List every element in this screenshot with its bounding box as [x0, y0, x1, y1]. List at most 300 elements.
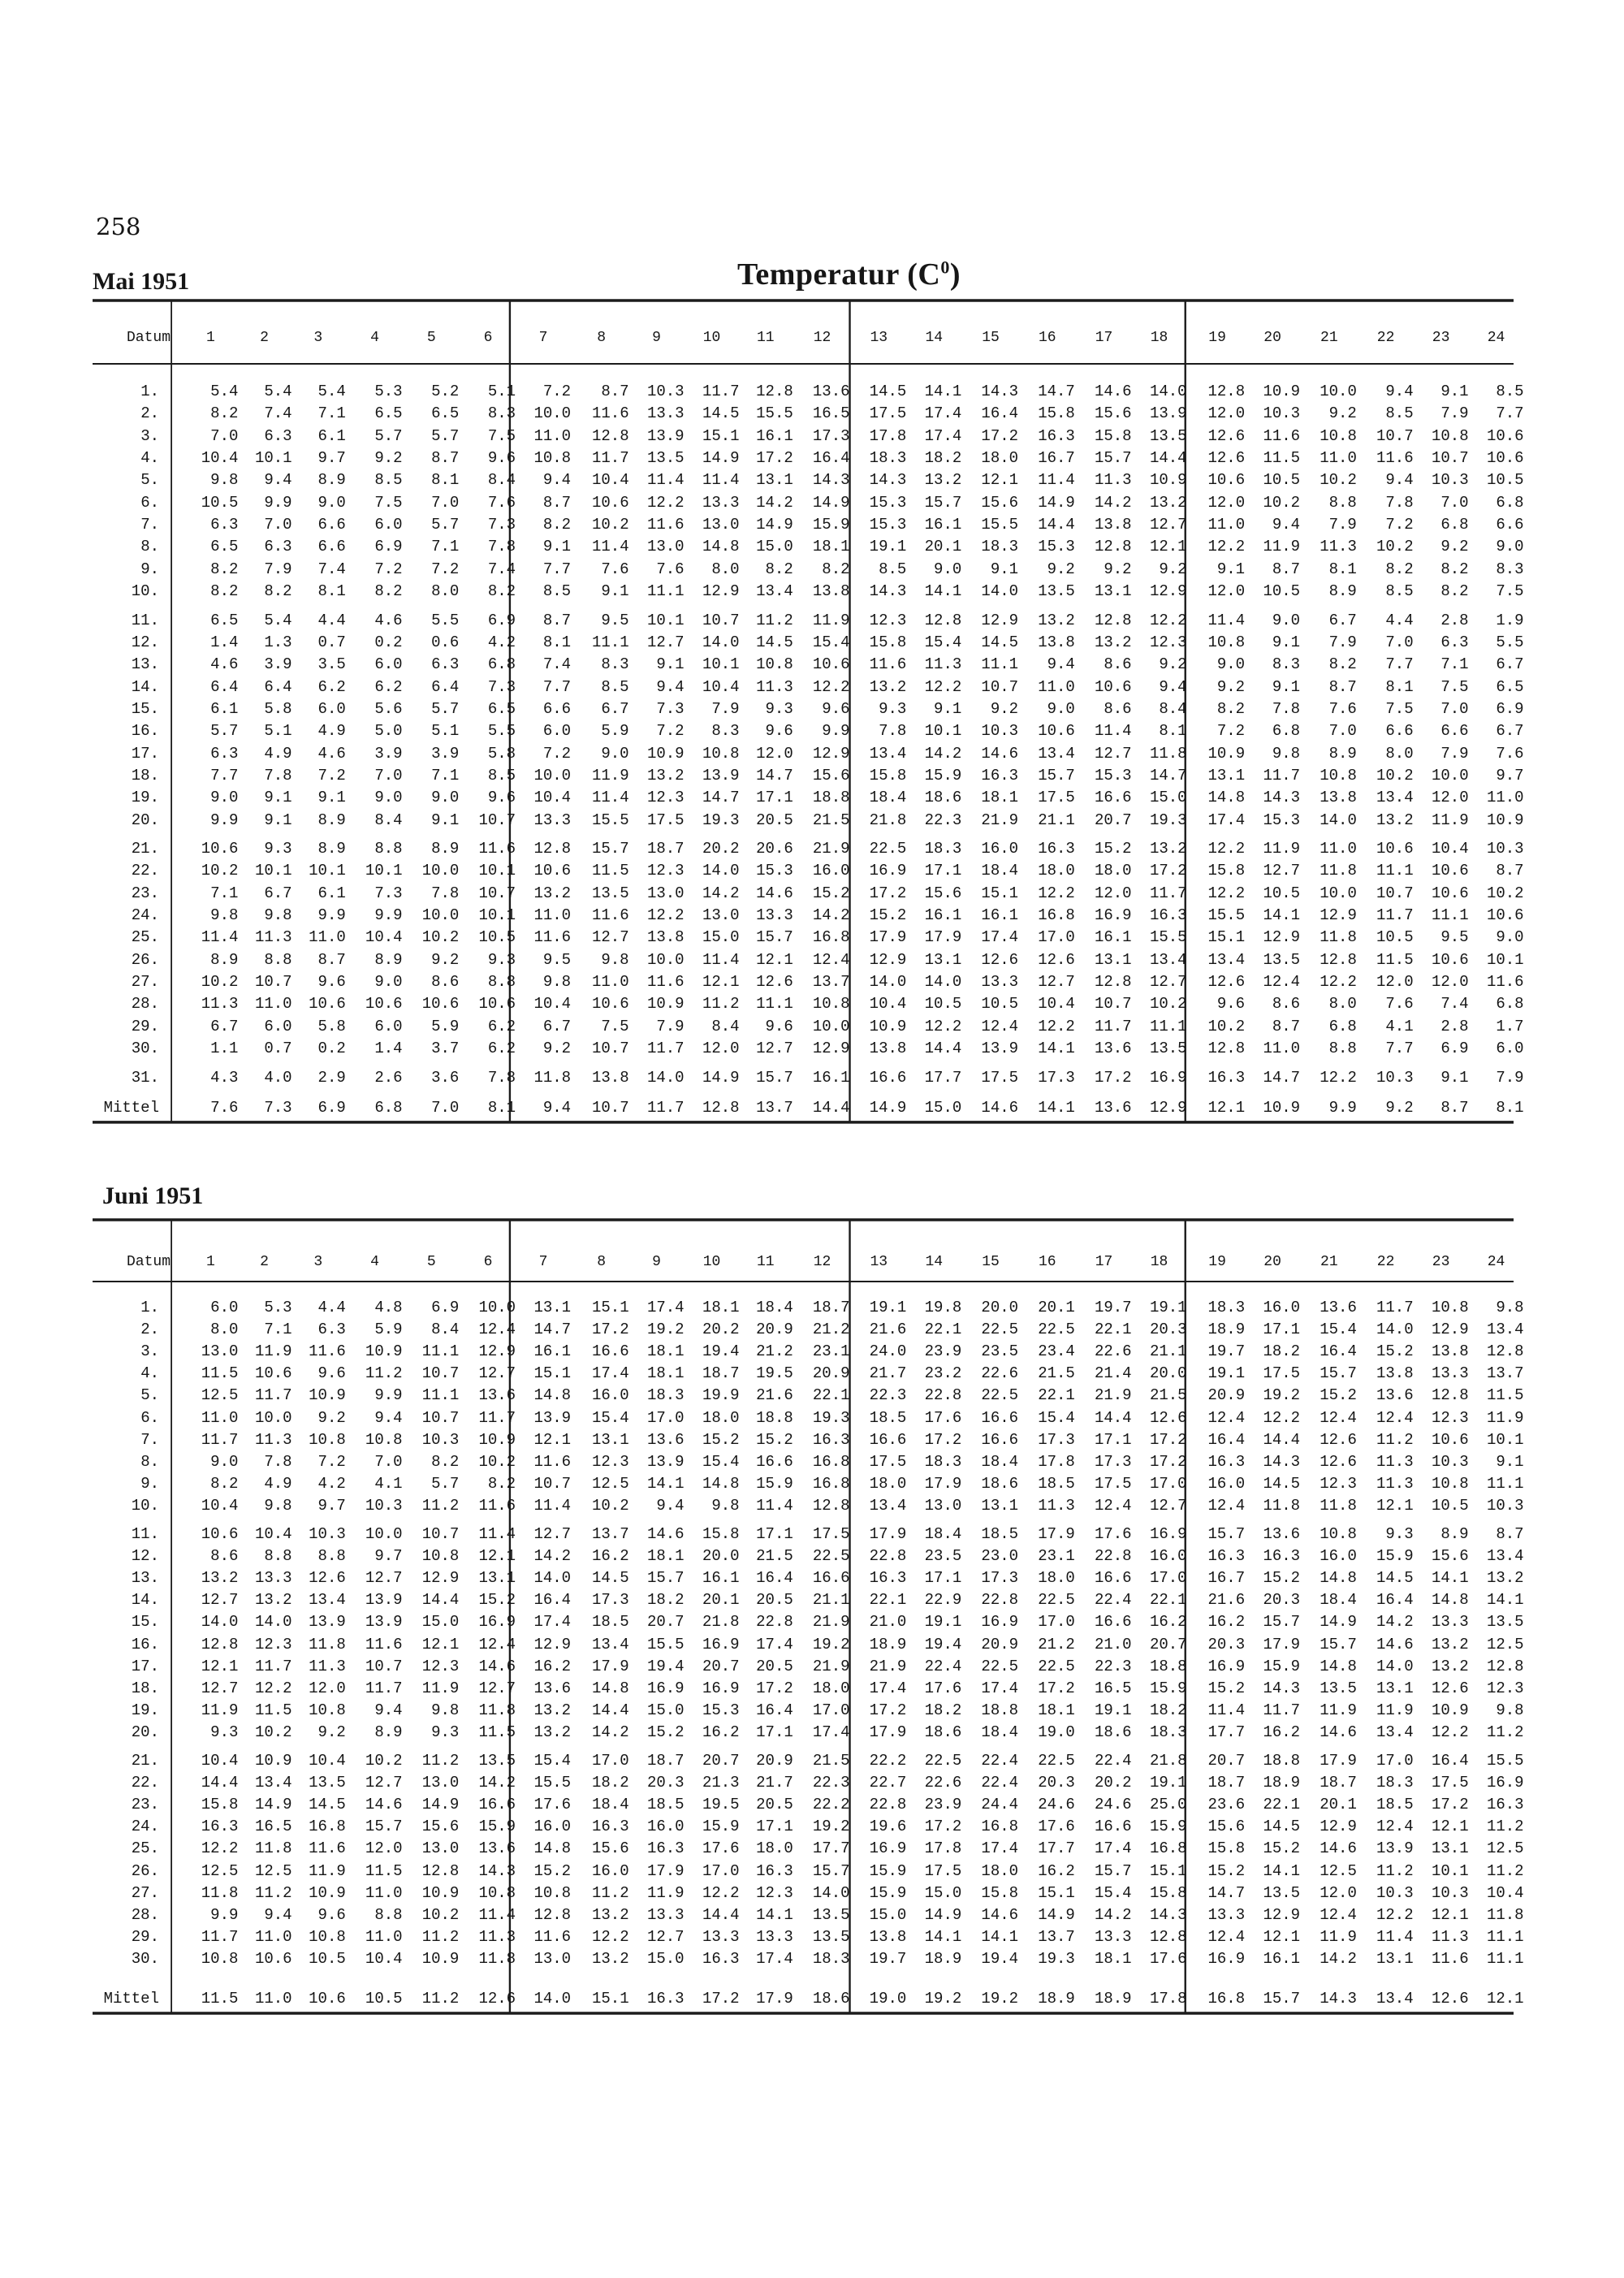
table-row-cell: 10.7 — [1431, 449, 1469, 468]
table-row-cell: 7.2 — [656, 722, 685, 741]
table-row-cell: 12.9 — [869, 950, 907, 969]
table-row-cell: 16.9 — [702, 1635, 740, 1653]
table-row-cell: 9.2 — [317, 1723, 346, 1741]
hour-header: 3 — [313, 1254, 323, 1270]
table-row-cell: 11.7 — [201, 1430, 239, 1449]
table-row-cell: 12.0 — [1207, 582, 1246, 601]
table-row-cell: 15.0 — [1149, 789, 1187, 807]
table-row-cell: 6.6 — [1440, 722, 1469, 741]
table-row-cell: 15.7 — [1320, 1364, 1357, 1383]
table-row-cell: 12.2 — [1320, 973, 1357, 992]
table-row-cell: 13.2 — [1149, 840, 1187, 858]
table-row-cell: 12.2 — [702, 1883, 740, 1902]
table-row-cell: 12.5 — [1486, 1839, 1524, 1858]
table-row-cell: 12.9 — [1320, 1818, 1357, 1836]
table-row-cell: 13.5 — [1320, 1679, 1357, 1697]
table-row-cell: 14.5 — [756, 633, 793, 651]
table-row-cell: 11.1 — [421, 1342, 460, 1361]
table-row-cell: 22.5 — [812, 1547, 850, 1566]
table-row-cell: 11.0 — [1207, 516, 1246, 534]
table-row-cell: 10.5 — [478, 928, 516, 947]
table-row-cell: 12.8 — [1486, 1342, 1524, 1361]
table-row-cell: 11.2 — [591, 1883, 629, 1902]
table-row-cell: 16.6 — [1094, 1613, 1132, 1632]
table-row-cell: 10.3 — [981, 722, 1019, 741]
table-row-cell: 12.8 — [421, 1861, 460, 1880]
table-row-cell: 13.0 — [702, 516, 740, 534]
hour-header: 2 — [260, 1254, 269, 1270]
mittel-row-cell: 17.8 — [1149, 1990, 1187, 2008]
table-row-label: 14. — [131, 1591, 159, 1610]
hour-header: 13 — [870, 1254, 888, 1270]
table-row-cell: 15.2 — [1207, 1861, 1246, 1880]
table-row-cell: 16.6 — [478, 1796, 516, 1814]
table-row-cell: 7.1 — [264, 1321, 292, 1339]
table-row-cell: 10.1 — [1486, 1430, 1524, 1449]
table-row-cell: 19.2 — [812, 1818, 850, 1836]
table-row-cell: 0.6 — [431, 633, 460, 651]
hour-header: 17 — [1095, 1254, 1113, 1270]
table-row-cell: 9.1 — [264, 789, 292, 807]
table-row-cell: 13.2 — [1094, 633, 1132, 651]
table-row-cell: 16.5 — [254, 1818, 292, 1836]
table-row-cell: 13.2 — [869, 677, 907, 696]
mai-month-title: Mai 1951 — [93, 268, 190, 295]
table-row-cell: 11.6 — [869, 655, 907, 674]
table-row-cell: 11.4 — [702, 950, 740, 969]
mittel-row-cell: 14.9 — [869, 1098, 907, 1117]
hour-header: 15 — [982, 1254, 1000, 1270]
table-row-cell: 10.0 — [1320, 383, 1357, 400]
table-row-cell: 14.8 — [702, 538, 740, 556]
table-row-cell: 16.1 — [924, 906, 962, 925]
table-row-cell: 16.3 — [702, 1949, 740, 1968]
table-row-cell: 10.2 — [1263, 493, 1301, 512]
table-row-cell: 12.8 — [591, 426, 629, 445]
table-row-cell: 17.6 — [1094, 1525, 1132, 1543]
table-row-cell: 14.0 — [254, 1613, 292, 1632]
table-row-cell: 10.4 — [254, 1525, 292, 1543]
table-row-cell: 17.3 — [981, 1569, 1019, 1588]
table-row-cell: 11.1 — [1149, 1017, 1187, 1035]
table-row-cell: 15.7 — [924, 493, 962, 512]
table-row-label: 7. — [140, 516, 159, 534]
table-row-cell: 8.8 — [317, 1547, 346, 1566]
table-row-cell: 18.7 — [812, 1299, 850, 1316]
table-row-cell: 6.5 — [210, 611, 239, 629]
table-row-cell: 7.6 — [1385, 995, 1414, 1014]
table-row-cell: 16.1 — [812, 1068, 850, 1087]
table-row-cell: 16.3 — [1149, 906, 1187, 925]
table-row-cell: 20.9 — [756, 1752, 793, 1770]
table-row-cell: 9.8 — [1496, 1701, 1524, 1719]
table-row-cell: 15.4 — [812, 633, 850, 651]
mittel-row-cell: 12.6 — [1431, 1990, 1469, 2008]
table-row-cell: 9.1 — [601, 582, 629, 601]
table-row-cell: 12.6 — [1207, 426, 1246, 445]
table-row-cell: 20.7 — [1094, 810, 1132, 829]
table-row-cell: 9.4 — [374, 1408, 403, 1427]
table-row-cell: 4.2 — [317, 1474, 346, 1493]
table-row-cell: 11.0 — [201, 1408, 239, 1427]
table-row-cell: 9.2 — [1047, 560, 1075, 578]
table-row-cell: 15.8 — [201, 1796, 239, 1814]
table-row-cell: 8.5 — [1496, 383, 1524, 400]
table-row-cell: 14.0 — [981, 582, 1019, 601]
table-row-cell: 7.0 — [1385, 633, 1414, 651]
table-row-cell: 19.1 — [1149, 1299, 1187, 1316]
table-row-cell: 14.0 — [702, 862, 740, 880]
table-row-cell: 15.0 — [702, 928, 740, 947]
table-row-cell: 6.4 — [264, 677, 292, 696]
table-row-cell: 13.4 — [254, 1774, 292, 1792]
table-row-cell: 11.1 — [421, 1386, 460, 1405]
table-row-cell: 1.1 — [210, 1040, 239, 1058]
table-row-cell: 16.0 — [646, 1818, 685, 1836]
table-row-cell: 5.7 — [431, 516, 460, 534]
table-row-cell: 14.2 — [924, 744, 962, 763]
table-row-cell: 24.6 — [1038, 1796, 1075, 1814]
table-row-cell: 13.6 — [1094, 1040, 1132, 1058]
table-row-cell: 17.5 — [812, 1525, 850, 1543]
mittel-row-cell: 19.0 — [869, 1990, 907, 2008]
table-row-cell: 12.1 — [702, 973, 740, 992]
table-row-cell: 13.0 — [924, 1496, 962, 1515]
table-row-cell: 10.7 — [981, 677, 1019, 696]
table-row-cell: 8.2 — [765, 560, 793, 578]
table-row-label: 23. — [131, 1796, 159, 1814]
table-row-cell: 10.4 — [309, 1752, 346, 1770]
table-row-cell: 8.2 — [264, 582, 292, 601]
table-row-cell: 12.3 — [646, 862, 685, 880]
table-row-cell: 9.0 — [1496, 538, 1524, 556]
table-row-cell: 17.9 — [591, 1657, 629, 1675]
table-row-cell: 0.7 — [264, 1040, 292, 1058]
table-row-cell: 13.2 — [1431, 1657, 1469, 1675]
table-row-cell: 18.8 — [756, 1408, 793, 1427]
table-row-cell: 12.1 — [756, 950, 793, 969]
table-row-cell: 16.0 — [1320, 1547, 1357, 1566]
table-row-cell: 9.1 — [1440, 383, 1469, 400]
table-row-cell: 13.8 — [869, 1927, 907, 1946]
table-row-cell: 16.2 — [1149, 1613, 1187, 1632]
table-row-cell: 6.1 — [210, 699, 239, 718]
table-row-cell: 10.5 — [1263, 582, 1301, 601]
table-row-cell: 11.2 — [421, 1496, 460, 1515]
table-row-cell: 6.7 — [1496, 655, 1524, 674]
table-row-cell: 9.1 — [431, 810, 460, 829]
table-row-cell: 16.3 — [1207, 1068, 1246, 1087]
table-row-cell: 12.1 — [1431, 1905, 1469, 1924]
table-row-cell: 13.3 — [646, 1905, 685, 1924]
hour-header: 9 — [652, 330, 661, 346]
table-row-cell: 10.6 — [201, 1525, 239, 1543]
table-row-cell: 17.2 — [1149, 862, 1187, 880]
table-row-cell: 17.6 — [924, 1679, 962, 1697]
table-row-cell: 20.2 — [1094, 1774, 1132, 1792]
table-row-cell: 10.6 — [1038, 722, 1075, 741]
table-row-cell: 14.0 — [924, 973, 962, 992]
table-row-cell: 12.3 — [1149, 633, 1187, 651]
table-row-cell: 11.4 — [756, 1496, 793, 1515]
table-row-cell: 4.4 — [317, 1299, 346, 1316]
table-row-cell: 5.8 — [487, 744, 516, 763]
table-row-cell: 8.8 — [374, 840, 403, 858]
table-row-cell: 15.4 — [924, 633, 962, 651]
table-row-cell: 9.2 — [1104, 560, 1132, 578]
table-row-cell: 6.3 — [431, 655, 460, 674]
table-row-cell: 16.4 — [1207, 1430, 1246, 1449]
table-row-cell: 16.8 — [1038, 906, 1075, 925]
table-row-cell: 7.6 — [1328, 699, 1357, 718]
table-row-label: 6. — [140, 493, 159, 512]
table-row-cell: 17.0 — [1149, 1474, 1187, 1493]
table-row-cell: 11.5 — [1376, 950, 1414, 969]
table-row-cell: 14.8 — [533, 1839, 572, 1858]
table-row-cell: 17.4 — [924, 426, 962, 445]
table-row-cell: 6.7 — [601, 699, 629, 718]
table-row-cell: 10.6 — [1431, 1430, 1469, 1449]
table-row-cell: 10.0 — [533, 766, 572, 785]
table-row-cell: 13.8 — [869, 1040, 907, 1058]
table-row-cell: 15.3 — [869, 516, 907, 534]
table-row-cell: 13.4 — [1149, 950, 1187, 969]
table-row-cell: 10.5 — [1263, 471, 1301, 490]
table-row-cell: 13.4 — [309, 1591, 346, 1610]
table-row-cell: 9.2 — [1216, 677, 1246, 696]
table-row-cell: 11.2 — [1486, 1818, 1524, 1836]
table-row-cell: 21.7 — [869, 1364, 907, 1383]
table-row-cell: 12.0 — [1320, 1883, 1357, 1902]
table-row-cell: 11.7 — [201, 1927, 239, 1946]
table-row-cell: 9.4 — [264, 1905, 292, 1924]
table-row-cell: 16.9 — [646, 1679, 685, 1697]
table-row-cell: 10.8 — [756, 655, 793, 674]
table-row-cell: 11.8 — [1320, 1496, 1357, 1515]
table-row-cell: 5.7 — [431, 699, 460, 718]
table-row-cell: 14.9 — [756, 516, 793, 534]
table-row-cell: 21.7 — [756, 1774, 793, 1792]
table-row-cell: 22.1 — [1094, 1321, 1132, 1339]
table-row-cell: 14.3 — [1263, 1452, 1301, 1471]
table-row-cell: 13.6 — [1376, 1386, 1414, 1405]
table-row-label: 16. — [131, 722, 159, 741]
table-row-cell: 6.7 — [264, 884, 292, 902]
table-row-cell: 9.2 — [431, 950, 460, 969]
table-row-cell: 8.7 — [1272, 560, 1301, 578]
table-row-cell: 9.8 — [431, 1701, 460, 1719]
table-row-cell: 7.8 — [264, 766, 292, 785]
table-row-cell: 18.3 — [1207, 1299, 1246, 1316]
table-row-cell: 11.2 — [756, 611, 793, 629]
table-row-label: 29. — [131, 1927, 159, 1946]
table-row-cell: 8.2 — [431, 1452, 460, 1471]
table-row-label: 13. — [131, 655, 159, 674]
table-row-cell: 7.4 — [1440, 995, 1469, 1014]
table-row-cell: 8.1 — [542, 633, 572, 651]
table-row-cell: 17.9 — [646, 1861, 685, 1880]
table-row-cell: 14.2 — [478, 1774, 516, 1792]
table-row-cell: 14.0 — [869, 973, 907, 992]
table-row-cell: 11.4 — [201, 928, 239, 947]
table-row-cell: 19.0 — [1038, 1723, 1075, 1741]
table-row-cell: 19.7 — [869, 1949, 907, 1968]
table-row-cell: 12.6 — [1207, 449, 1246, 468]
table-row-cell: 17.1 — [756, 1525, 793, 1543]
table-row-cell: 18.9 — [924, 1949, 962, 1968]
table-row-cell: 13.0 — [646, 884, 685, 902]
table-row-cell: 21.4 — [1094, 1364, 1132, 1383]
table-row-cell: 12.6 — [1038, 950, 1075, 969]
datum-header: Datum — [126, 330, 171, 346]
table-row-cell: 13.5 — [1263, 950, 1301, 969]
table-row-cell: 11.6 — [533, 1452, 572, 1471]
table-row-cell: 9.9 — [374, 1386, 403, 1405]
mittel-row-cell: 18.6 — [812, 1990, 850, 2008]
table-row-cell: 11.9 — [1263, 538, 1301, 556]
table-row-cell: 10.7 — [421, 1408, 460, 1427]
table-row-cell: 12.7 — [1149, 516, 1187, 534]
table-row-cell: 13.1 — [1431, 1839, 1469, 1858]
table-row-cell: 10.8 — [1320, 426, 1357, 445]
table-row-cell: 11.4 — [591, 538, 629, 556]
table-row-cell: 12.8 — [533, 1905, 572, 1924]
mittel-row-cell: 12.1 — [1207, 1098, 1246, 1117]
table-row-label: 22. — [131, 862, 159, 880]
table-row-cell: 15.7 — [646, 1569, 685, 1588]
table-row-cell: 9.2 — [1328, 404, 1357, 423]
table-row-cell: 19.4 — [646, 1657, 685, 1675]
table-row-cell: 16.3 — [591, 1818, 629, 1836]
table-row-cell: 9.6 — [317, 973, 346, 992]
table-row-cell: 8.1 — [431, 471, 460, 490]
table-row-cell: 10.2 — [478, 1452, 516, 1471]
table-row-cell: 17.4 — [981, 928, 1019, 947]
table-row-cell: 19.3 — [702, 810, 740, 829]
table-row-cell: 13.9 — [365, 1591, 403, 1610]
table-row-cell: 14.7 — [1149, 766, 1187, 785]
table-row-cell: 13.3 — [1431, 1364, 1469, 1383]
table-row-cell: 10.1 — [365, 862, 403, 880]
table-row-cell: 8.0 — [1328, 995, 1357, 1014]
table-row-cell: 15.1 — [533, 1364, 572, 1383]
table-row-cell: 1.7 — [1496, 1017, 1524, 1035]
table-row-cell: 11.5 — [254, 1701, 292, 1719]
table-row-cell: 22.5 — [1038, 1657, 1075, 1675]
table-row-cell: 12.8 — [1431, 1386, 1469, 1405]
table-row-cell: 10.6 — [365, 995, 403, 1014]
hour-header: 22 — [1376, 1254, 1395, 1270]
table-row-cell: 11.5 — [1486, 1386, 1524, 1405]
table-row-cell: 18.7 — [702, 1364, 740, 1383]
table-row-cell: 5.4 — [264, 611, 292, 629]
table-row-cell: 7.8 — [487, 538, 516, 556]
table-row-cell: 14.7 — [533, 1321, 572, 1339]
table-row-cell: 12.0 — [1376, 973, 1414, 992]
table-row-cell: 12.9 — [812, 1040, 850, 1058]
mittel-row-cell: 14.0 — [533, 1990, 572, 2008]
mittel-row-cell: 19.2 — [924, 1990, 962, 2008]
table-row-cell: 17.6 — [702, 1839, 740, 1858]
table-row-cell: 11.3 — [1431, 1927, 1469, 1946]
table-row-cell: 10.2 — [1486, 884, 1524, 902]
table-row-cell: 19.2 — [646, 1321, 685, 1339]
table-row-cell: 20.9 — [1207, 1386, 1246, 1405]
table-row-cell: 8.1 — [1328, 560, 1357, 578]
table-row-cell: 10.9 — [869, 1017, 907, 1035]
table-row-cell: 11.7 — [1094, 1017, 1132, 1035]
table-row-cell: 16.9 — [869, 862, 907, 880]
table-row-cell: 12.9 — [1149, 582, 1187, 601]
table-row-cell: 21.0 — [869, 1613, 907, 1632]
table-row-label: 16. — [131, 1635, 159, 1653]
table-row-cell: 16.8 — [1149, 1839, 1187, 1858]
table-row-cell: 22.4 — [924, 1657, 962, 1675]
table-row-cell: 12.1 — [201, 1657, 239, 1675]
table-row-cell: 8.9 — [374, 1723, 403, 1741]
table-row-cell: 12.8 — [533, 840, 572, 858]
page-number: 258 — [96, 213, 141, 240]
table-row-cell: 11.2 — [1486, 1861, 1524, 1880]
table-row-cell: 4.2 — [487, 633, 516, 651]
table-row-cell: 17.9 — [1263, 1635, 1301, 1653]
table-row-cell: 18.5 — [981, 1525, 1019, 1543]
table-row-cell: 12.7 — [646, 633, 685, 651]
table-row-cell: 15.7 — [756, 1068, 793, 1087]
hour-header: 21 — [1320, 1254, 1338, 1270]
table-row-cell: 10.6 — [254, 1949, 292, 1968]
table-row-cell: 12.0 — [1207, 493, 1246, 512]
table-row-cell: 16.0 — [591, 1861, 629, 1880]
table-row-cell: 14.7 — [702, 789, 740, 807]
table-row-cell: 7.6 — [1496, 744, 1524, 763]
table-row-cell: 11.0 — [254, 1927, 292, 1946]
table-row-cell: 19.4 — [702, 1342, 740, 1361]
table-row-label: 2. — [140, 1321, 159, 1339]
table-row-cell: 7.9 — [656, 1017, 685, 1035]
table-row-cell: 9.8 — [264, 906, 292, 925]
mittel-row-cell: 16.3 — [646, 1990, 685, 2008]
table-row-cell: 21.5 — [1038, 1364, 1075, 1383]
table-row-cell: 12.3 — [421, 1657, 460, 1675]
table-row-cell: 11.0 — [533, 426, 572, 445]
table-row-cell: 17.4 — [981, 1839, 1019, 1858]
table-row-cell: 11.9 — [1431, 810, 1469, 829]
hour-header: 23 — [1432, 330, 1450, 346]
table-row-cell: 22.1 — [1263, 1796, 1301, 1814]
table-row-cell: 17.4 — [756, 1949, 793, 1968]
table-row-cell: 5.2 — [431, 383, 460, 400]
table-row-cell: 13.9 — [702, 766, 740, 785]
table-row-cell: 9.6 — [822, 699, 850, 718]
table-row-cell: 12.3 — [254, 1635, 292, 1653]
table-row-cell: 16.2 — [533, 1657, 572, 1675]
table-row-cell: 6.3 — [1440, 633, 1469, 651]
table-row-cell: 19.2 — [1263, 1386, 1301, 1405]
table-row-cell: 6.0 — [542, 722, 572, 741]
table-row-cell: 15.1 — [1207, 928, 1246, 947]
table-row-cell: 7.8 — [431, 884, 460, 902]
table-row-cell: 8.1 — [1159, 722, 1187, 741]
table-row-cell: 2.8 — [1440, 611, 1469, 629]
table-row-cell: 8.0 — [431, 582, 460, 601]
table-row-cell: 17.5 — [1094, 1474, 1132, 1493]
table-row-label: 31. — [131, 1068, 159, 1087]
table-row-cell: 10.6 — [201, 840, 239, 858]
table-row-cell: 12.2 — [591, 1927, 629, 1946]
table-row-cell: 18.8 — [1263, 1752, 1301, 1770]
hour-header: 14 — [925, 330, 944, 346]
